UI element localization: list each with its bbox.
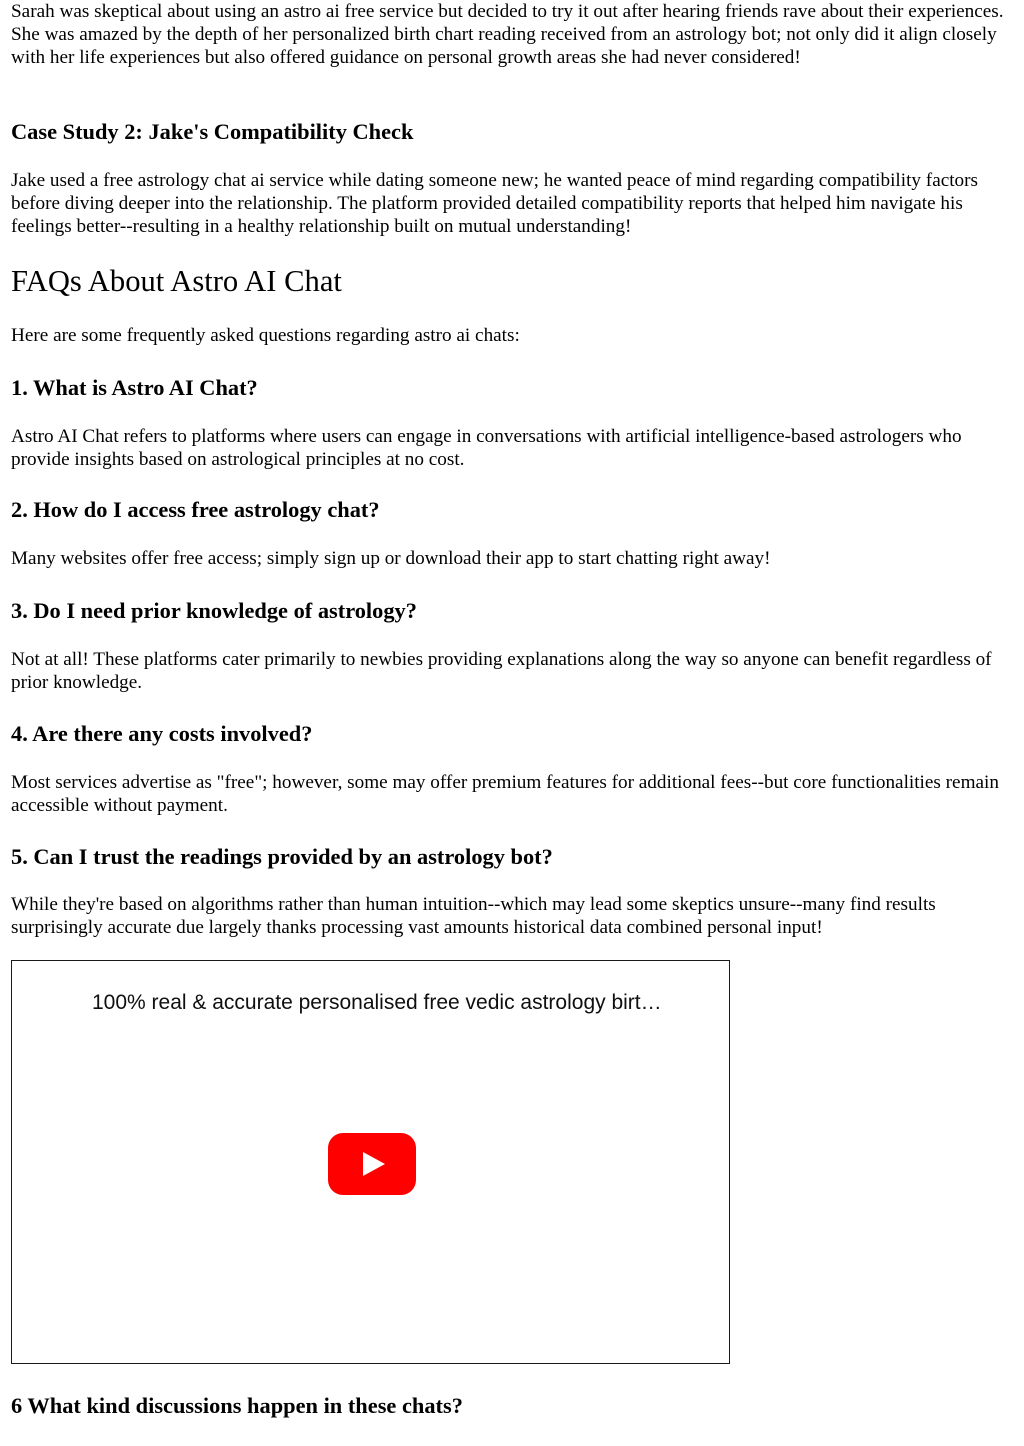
- faq-intro: Here are some frequently asked questions regarding astro ai chats:: [11, 325, 520, 346]
- faq-question-6: 6 What kind discussions happen in these chats?: [11, 1393, 463, 1418]
- faq-question-3: 3. Do I need prior knowledge of astrology?: [11, 598, 417, 623]
- faq-answer-2: Many websites offer free access; simply sign up or download their app to start chatting right away!: [11, 548, 771, 569]
- faq-question-5: 5. Can I trust the readings provided by an astrology bot?: [11, 844, 553, 869]
- faq-question-4: 4. Are there any costs involved?: [11, 721, 313, 746]
- faq-question-1: 1. What is Astro AI Chat?: [11, 375, 258, 400]
- case-study-2-body: Jake used a free astrology chat ai service while dating someone new; he wanted peace of mind regarding compatibility factors before diving deeper into the relationship. The platform provided detailed compatibility reports that helped him navigate his feelings better--resulting in a healthy relationship built on mutual understanding!: [11, 170, 979, 237]
- faq-answer-1: Astro AI Chat refers to platforms where users can engage in conversations with artificial intelligence-based astrologers who provide insights based on astrological principles at no cost.: [11, 426, 962, 470]
- faq-answer-3: Not at all! These platforms cater primarily to newbies providing explanations along the way so anyone can benefit regardless of prior knowledge.: [11, 649, 992, 693]
- faq-heading: FAQs About Astro AI Chat: [11, 264, 342, 298]
- play-button-graphic: [328, 1133, 416, 1195]
- video-title[interactable]: 100% real & accurate personalised free vedic astrology birt…: [92, 991, 662, 1014]
- youtube-play-icon[interactable]: [328, 1133, 416, 1195]
- faq-answer-5: While they're based on algorithms rather than human intuition--which may lead some skeptics unsure--many find results surprisingly accurate due largely thanks processing vast amounts historical data combined personal input!: [11, 894, 936, 938]
- video-embed[interactable]: [11, 960, 730, 1364]
- case-study-2-heading: Case Study 2: Jake's Compatibility Check: [11, 119, 414, 144]
- intro-paragraph: Sarah was skeptical about using an astro ai free service but decided to try it out after hearing friends rave about their experiences. She was amazed by the depth of her personalized birth chart reading received from an astrology bot; not only did it align closely with her life experiences but also offered guidance on personal growth areas she had never considered!: [11, 1, 1004, 68]
- faq-question-2: 2. How do I access free astrology chat?: [11, 497, 380, 522]
- faq-answer-4: Most services advertise as "free"; however, some may offer premium features for additional fees--but core functionalities remain accessible without payment.: [11, 772, 999, 816]
